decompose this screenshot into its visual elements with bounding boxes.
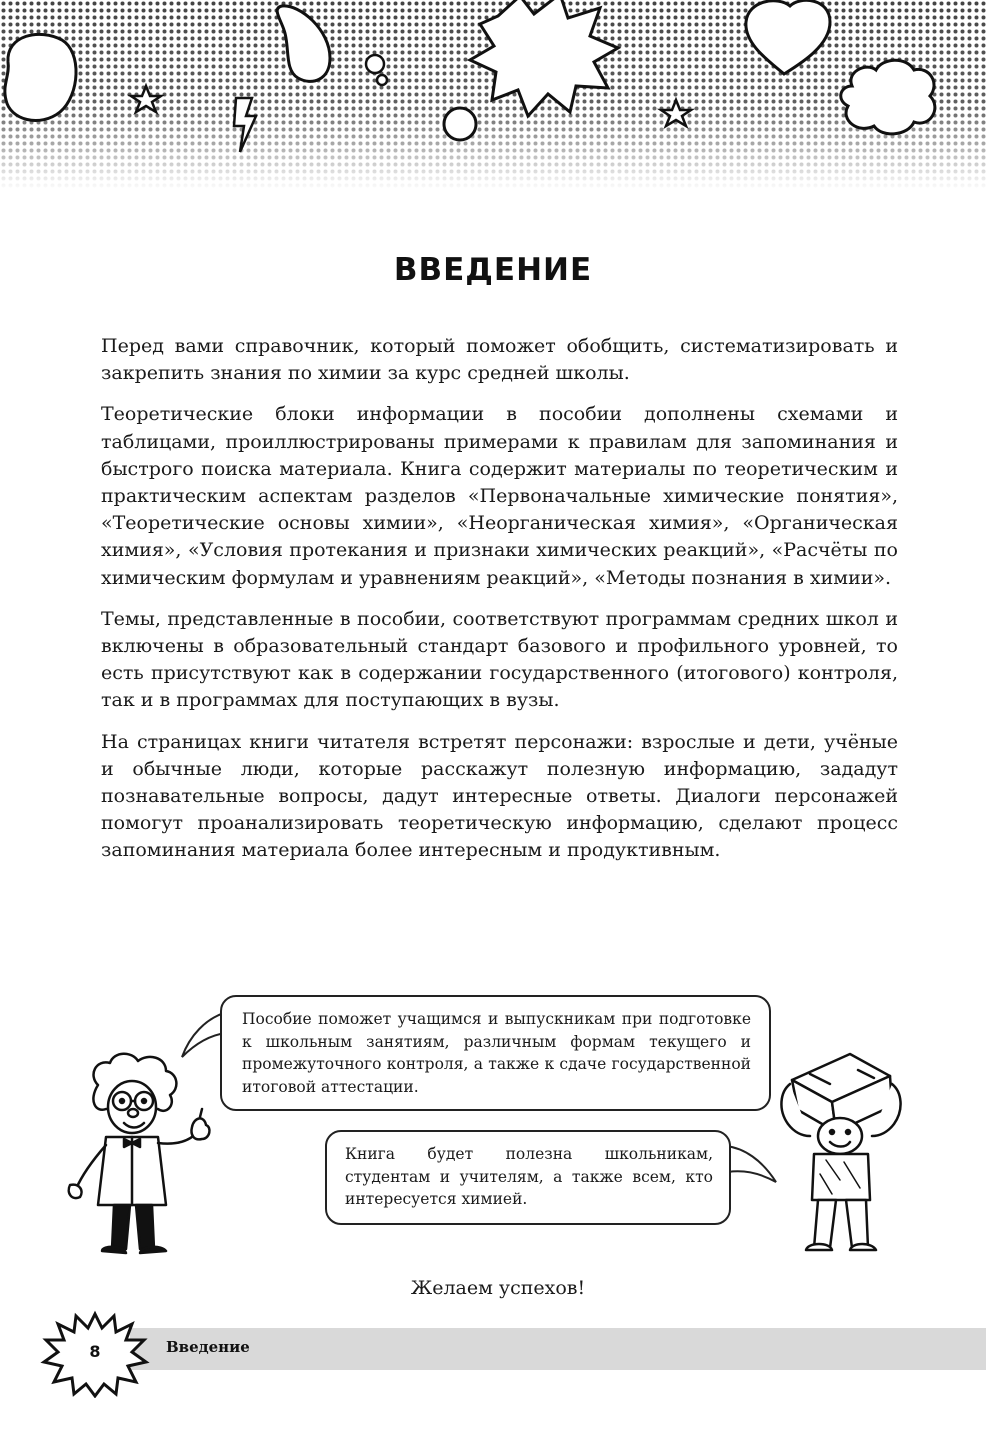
paragraph: Темы, представленные в пособии, соответствуют программам средних школ и включены в образовательный стандарт базового и профильного уровней, то есть присутствуют как в содержании государственного (итогового) контроля, так и в программах для поступающих в вузы. [101,607,898,712]
paragraph: На страницах книги читателя встретят персонажи: взрослые и дети, учёные и обычные люди, которые расскажут полезную информацию, зададут познавательные вопросы, дадут интересные ответы. Диалоги персонажей помогут проанализировать теоретическую информацию, сделают процесс запоминания материала более интересным и продуктивным. [101,730,898,862]
footer-section-title: Введение [166,1338,250,1356]
paragraph: Перед вами справочник, который поможет обобщить, систематизировать и закрепить знания по химии за курс средней школы. [101,335,898,385]
cloud-icon [841,60,935,134]
blob-icon [5,34,76,120]
bubble-text: Книга будет полезна школьникам, студентам и учителям, а также всем, кто интересуется химией. [345,1145,713,1208]
page-title: ВВЕДЕНИЕ [393,252,593,288]
page-number: 8 [89,1342,101,1361]
paragraph: Теоретические блоки информации в пособии дополнены схемами и таблицами, проиллюстрированы примерами к правилам для запоминания и быстрого поиска материала. Книга содержит материалы по теоретическим и практическим аспектам разделов «Первоначальные химические понятия», «Теоретические основы химии», «Неорганическая химия», «Органическая химия», «Условия протекания и признаки химических реакций», «Расчёты по химическим формулам и уравнениям реакций», «Методы познания в химии». [101,403,898,589]
closing-wish: Желаем успехов! [410,1277,586,1299]
scientist-illustration [62,1045,222,1265]
halftone-banner [0,0,986,190]
intro-text [101,333,898,879]
boy-with-box-illustration [770,1040,920,1260]
speech-bubble-boy [325,1130,731,1225]
footer-bar [130,1328,986,1370]
speech-bubble-scientist [220,995,771,1111]
bubble-text: Пособие поможет учащимся и выпускникам при подготовке к школьным занятиям, различным формам текущего и промежуточного контроля, а также к сдаче государственной итоговой аттестации. [242,1010,751,1096]
